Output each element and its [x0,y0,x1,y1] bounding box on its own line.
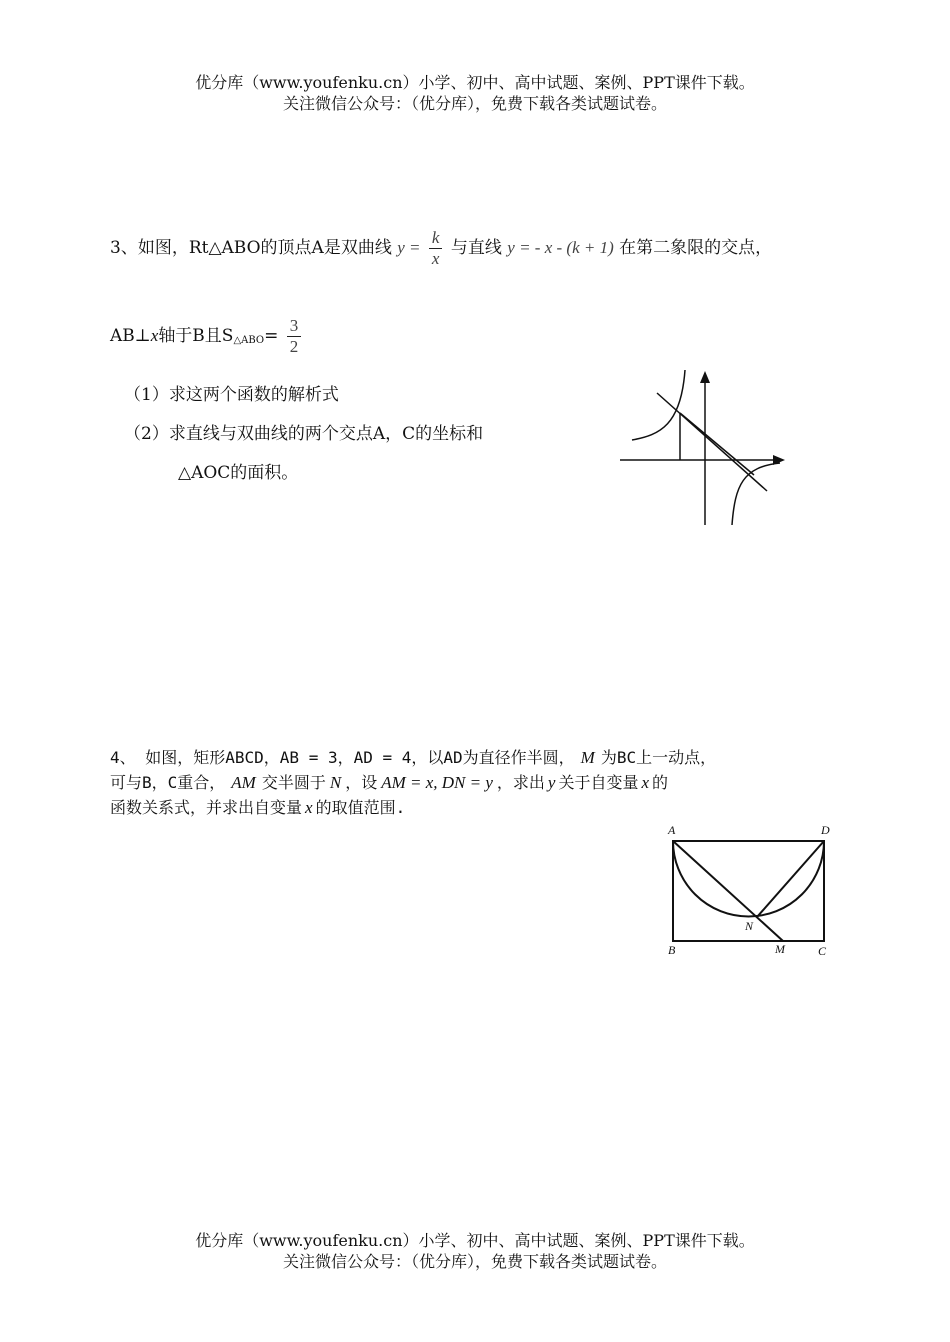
problem4-line3 [110,795,405,818]
seg-AM: AM [231,773,256,792]
label-A: A [668,823,676,837]
label-D: D [821,823,830,837]
var-x: x [641,773,650,792]
point-N: N [329,773,342,792]
semicircle-AD [673,841,824,917]
figure-rectangle-semicircle [660,820,840,960]
problem3-line2 [110,316,304,357]
problem4-line1-b: 为BC上一动点， [600,748,717,767]
problem4-line3-a: 函数关系式，并求出自变量 [110,798,303,817]
problem3-mid: 与直线 [450,238,502,258]
axis-text: 轴于B且S [158,326,234,346]
y-axis-arrow-icon [700,371,710,383]
eq1-lhs: y = [397,238,421,257]
hyperbola-branch-4 [732,463,780,525]
area-denominator: 2 [289,337,299,356]
hyperbola-branch-2 [632,370,685,440]
eq1-numerator: k [429,228,443,249]
problem4-line2 [110,770,668,793]
problem4-line3-b: 的取值范围. [315,798,406,817]
line-through-A-C [657,393,767,491]
ab-perp: AB⊥ [110,326,151,346]
var-x-2: x [305,798,313,817]
area-numerator: 3 [287,316,302,337]
eq1-fraction [429,228,443,269]
eq1-denominator: x [431,249,440,268]
page-footer [0,1230,950,1272]
problem3-q1: （1）求这两个函数的解析式 [124,385,339,405]
triangle-abo-sub: △ABO [233,335,265,346]
header-line-2: 关注微信公众号：（优分库），免费下载各类试题试卷。 [282,94,667,113]
problem3-q2b: △AOC的面积。 [178,463,299,483]
problem4-line2-e: 关于自变量 [558,773,639,792]
footer-line-2: 关注微信公众号：（优分库），免费下载各类试题试卷。 [282,1252,667,1271]
label-M: M [775,942,785,956]
label-B: B [668,943,676,957]
eq2: y = - x - (k + 1) [507,238,614,257]
problem4-line2-c: ，设 [345,773,378,792]
segment-AO [680,413,754,475]
area-eq: = [264,326,279,346]
problem4-line2-d: ，求出 [496,773,545,792]
problem3-tail: 在第二象限的交点， [619,238,773,258]
area-fraction [287,316,302,357]
x-axis-var: x [150,326,159,345]
label-C: C [818,944,827,958]
problem4-line2-a: 可与B，C重合， [110,773,226,792]
problem4-line1 [110,745,716,768]
problem4-line1-a: 4、 如图，矩形ABCD，AB = 3，AD = 4，以AD为直径作半圆， [110,748,575,767]
var-y: y [547,773,556,792]
figure-hyperbola-line [615,365,790,530]
equation-AM-DN: AM = x, DN = y [381,773,493,792]
problem4-line2-f: 的 [652,773,669,792]
segment-AM [673,841,783,941]
header-line-1: 优分库（www.youfenku.cn）小学、初中、高中试题、案例、PPT课件下载。 [195,73,755,92]
footer-line-1: 优分库（www.youfenku.cn）小学、初中、高中试题、案例、PPT课件下载。 [195,1231,755,1250]
problem3-line1 [110,228,772,269]
point-M: M [580,748,595,767]
label-N: N [745,919,754,933]
problem4-line2-b: 交半圆于 [261,773,326,792]
problem3-q2: （2）求直线与双曲线的两个交点A，C的坐标和 [124,424,484,444]
page-header [0,72,950,114]
problem3-intro: 3、如图，Rt△ABO的顶点A是双曲线 [110,238,392,258]
